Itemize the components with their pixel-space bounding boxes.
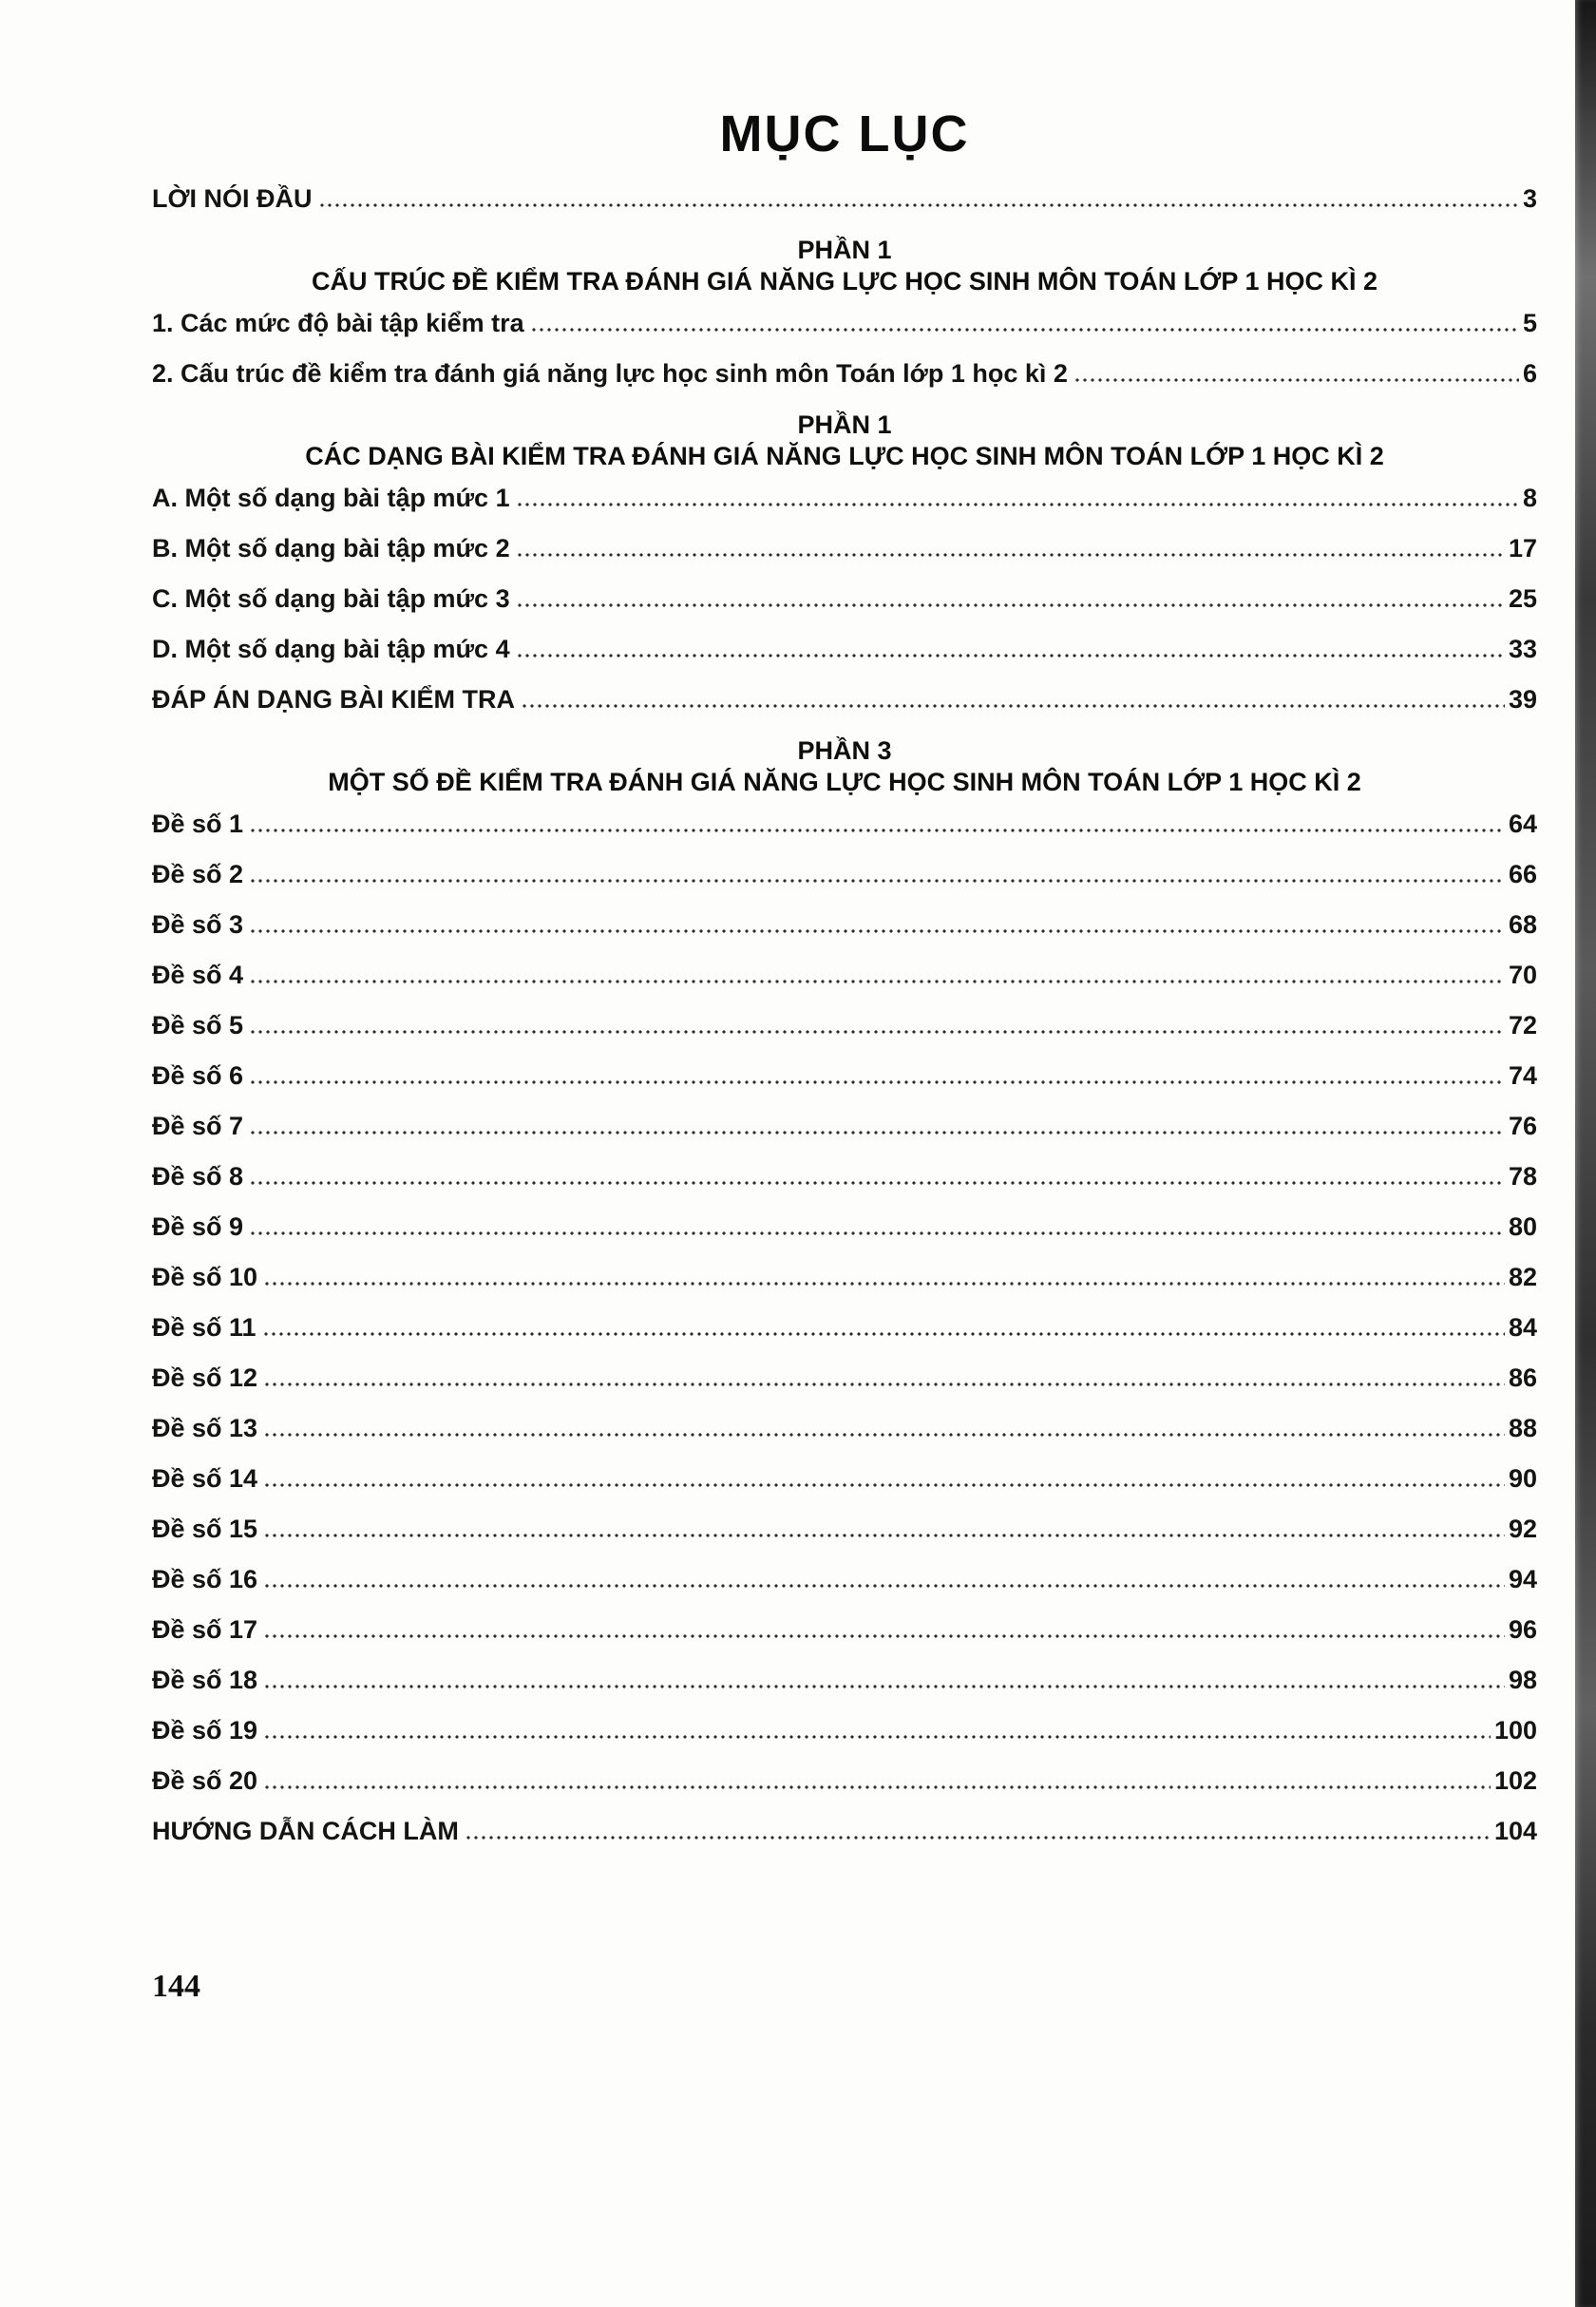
dot-leader [251,980,1505,983]
toc-entry [152,635,1537,663]
toc-entry-page: 84 [1508,1313,1537,1342]
toc-entry-page: 92 [1508,1515,1537,1543]
dot-leader [265,1785,1491,1789]
dot-leader [251,1231,1505,1235]
toc-entry-page: 86 [1508,1363,1537,1392]
toc-entry [152,910,1537,939]
toc-entry [152,484,1537,512]
toc-entry-page: 94 [1508,1565,1537,1593]
page-title: MỤC LỤC [719,105,970,162]
toc-entry-page: 25 [1508,584,1537,613]
dot-leader [466,1836,1491,1840]
toc-entry [152,1464,1537,1493]
toc-entry-page: 17 [1508,534,1537,562]
toc-entry-page: 72 [1508,1011,1537,1039]
toc-entry [152,584,1537,613]
toc-section-part: PHẦN 1 [797,236,892,264]
toc-entry [152,1565,1537,1593]
dot-leader [251,1080,1505,1084]
toc-section-title: CẤU TRÚC ĐỀ KIỂM TRA ĐÁNH GIÁ NĂNG LỰC HỌC SINH MÔN TOÁN LỚP 1 HỌC KÌ 2 [312,267,1378,296]
toc-section-part: PHẦN 3 [797,736,892,765]
toc-section-heading [152,735,1537,798]
toc-entry [152,1515,1537,1543]
toc-entry-page: 70 [1508,961,1537,989]
toc-entry [152,1615,1537,1644]
toc-entry-page: 76 [1508,1112,1537,1140]
toc-entry [152,184,1537,213]
dot-leader [251,829,1505,832]
toc-entry-label: B. Một số dạng bài tập mức 2 [152,534,510,562]
toc-entry [152,309,1537,337]
toc-entry-page: 90 [1508,1464,1537,1493]
toc-entry-label: Đề số 7 [152,1112,244,1140]
dot-leader [251,1131,1505,1134]
toc-entry [152,1162,1537,1191]
toc-entry [152,1414,1537,1442]
toc-entry-label: D. Một số dạng bài tập mức 4 [152,635,510,663]
toc-entry-label: Đề số 20 [152,1766,258,1795]
page-number: 144 [152,1969,200,2004]
toc-entry [152,810,1537,838]
dot-leader [518,503,1519,506]
toc-entry-page: 6 [1522,359,1537,388]
dot-leader [264,1332,1505,1336]
dot-leader [522,704,1505,708]
toc-entry [152,1212,1537,1241]
toc-list [152,184,1537,1845]
toc-entry [152,1363,1537,1392]
dot-leader [251,929,1505,933]
toc-entry-page: 66 [1508,860,1537,888]
toc-entry-page: 64 [1508,810,1537,838]
toc-entry-label: Đề số 5 [152,1011,244,1039]
toc-entry-label: 1. Các mức độ bài tập kiểm tra [152,309,524,337]
toc-entry-label: Đề số 15 [152,1515,258,1543]
toc-entry-label: Đề số 3 [152,910,244,939]
toc-entry [152,1666,1537,1694]
toc-entry-page: 104 [1493,1817,1537,1845]
dot-leader [518,553,1505,557]
toc-entry-label: HƯỚNG DẪN CÁCH LÀM [152,1817,459,1845]
dot-leader [251,879,1505,883]
toc-entry-label: Đề số 6 [152,1061,244,1090]
toc-entry [152,961,1537,989]
dot-leader [265,1685,1505,1688]
toc-entry-page: 33 [1508,635,1537,663]
toc-entry-label: Đề số 14 [152,1464,258,1493]
dot-leader [532,328,1519,332]
toc-entry [152,1112,1537,1140]
toc-entry-page: 8 [1522,484,1537,512]
toc-entry-label: A. Một số dạng bài tập mức 1 [152,484,510,512]
toc-entry [152,1011,1537,1039]
toc-section-heading [152,410,1537,472]
toc-entry-page: 5 [1522,309,1537,337]
toc-entry [152,1766,1537,1795]
toc-entry-label: C. Một số dạng bài tập mức 3 [152,584,510,613]
toc-entry [152,1313,1537,1342]
toc-entry-label: Đề số 16 [152,1565,258,1593]
toc-content [152,106,1537,1867]
toc-section-title: CÁC DẠNG BÀI KIỂM TRA ĐÁNH GIÁ NĂNG LỰC HỌC SINH MÔN TOÁN LỚP 1 HỌC KÌ 2 [305,442,1384,470]
dot-leader [320,203,1519,207]
toc-entry [152,685,1537,714]
toc-entry-label: Đề số 4 [152,961,244,989]
toc-entry [152,1716,1537,1745]
toc-entry-label: Đề số 12 [152,1363,258,1392]
toc-entry-label: Đề số 18 [152,1666,258,1694]
dot-leader [251,1181,1505,1185]
toc-entry-label: Đề số 9 [152,1212,244,1241]
toc-section-heading [152,235,1537,297]
toc-entry-label: 2. Cấu trúc đề kiểm tra đánh giá năng lực học sinh môn Toán lớp 1 học kì 2 [152,359,1068,388]
toc-entry [152,860,1537,888]
toc-section-title: MỘT SỐ ĐỀ KIỂM TRA ĐÁNH GIÁ NĂNG LỰC HỌC SINH MÔN TOÁN LỚP 1 HỌC KÌ 2 [328,768,1361,796]
toc-entry-page: 82 [1508,1263,1537,1291]
toc-entry [152,1061,1537,1090]
toc-entry-page: 78 [1508,1162,1537,1191]
toc-entry-label: Đề số 1 [152,810,244,838]
toc-entry-label: Đề số 2 [152,860,244,888]
toc-entry-page: 100 [1493,1716,1537,1745]
toc-entry-label: Đề số 17 [152,1615,258,1644]
toc-entry-page: 74 [1508,1061,1537,1090]
toc-entry [152,359,1537,388]
dot-leader [265,1534,1505,1537]
toc-entry-label: Đề số 13 [152,1414,258,1442]
toc-entry [152,1263,1537,1291]
toc-entry-page: 98 [1508,1666,1537,1694]
dot-leader [265,1584,1505,1588]
toc-entry-page: 68 [1508,910,1537,939]
dot-leader [265,1282,1505,1286]
toc-entry-page: 96 [1508,1615,1537,1644]
dot-leader [265,1433,1505,1437]
toc-entry-label: Đề số 11 [152,1313,256,1342]
toc-entry-label: Đề số 8 [152,1162,244,1191]
toc-entry-label: Đề số 19 [152,1716,258,1745]
toc-entry-page: 39 [1508,685,1537,714]
toc-entry-page: 3 [1522,184,1537,213]
dot-leader [265,1735,1491,1739]
dot-leader [265,1382,1505,1386]
toc-entry-page: 80 [1508,1212,1537,1241]
toc-entry [152,534,1537,562]
dot-leader [518,654,1505,658]
dot-leader [1075,378,1519,382]
toc-entry-page: 102 [1493,1766,1537,1795]
toc-entry-label: ĐÁP ÁN DẠNG BÀI KIỂM TRA [152,685,516,714]
toc-section-part: PHẦN 1 [797,410,892,439]
dot-leader [265,1483,1505,1487]
toc-entry-label: LỜI NÓI ĐẦU [152,184,313,213]
dot-leader [251,1030,1505,1034]
toc-entry-label: Đề số 10 [152,1263,258,1291]
toc-entry [152,1817,1537,1845]
book-edge-shadow [1575,0,1596,2307]
dot-leader [265,1634,1505,1638]
dot-leader [518,603,1505,607]
toc-entry-page: 88 [1508,1414,1537,1442]
